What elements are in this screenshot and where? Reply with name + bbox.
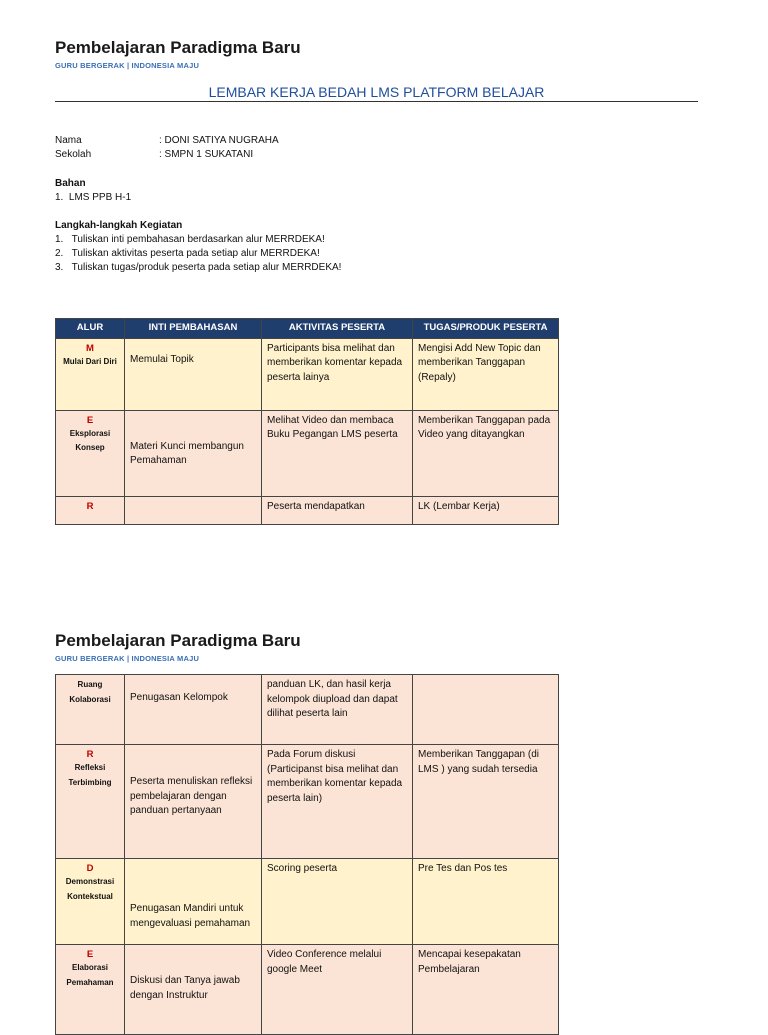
- inti-cell: [125, 496, 262, 524]
- langkah-item-3: 3. Tuliskan tugas/produk peserta pada setiap alur MERRDEKA!: [55, 262, 342, 273]
- aktivitas-cell: Pada Forum diskusi (Participanst bisa melihat dan memberikan komentar kepada peserta lain): [262, 745, 413, 859]
- inti-text: Materi Kunci membangun Pemahaman: [130, 440, 244, 466]
- alur-cell: [56, 675, 125, 745]
- aktivitas-cell: Video Conference melalui google Meet: [262, 945, 413, 1035]
- tugas-cell: Memberikan Tanggapan pada Video yang ditayangkan: [413, 410, 559, 496]
- inti-cell: [125, 410, 262, 496]
- table-row: [56, 675, 559, 745]
- page-title: Pembelajaran Paradigma Baru: [55, 38, 301, 57]
- tugas-cell: Mencapai kesepakatan Pembelajaran: [413, 945, 559, 1035]
- title-divider: [55, 101, 698, 102]
- inti-text: Penugasan Mandiri untuk mengevaluasi pemahaman: [130, 903, 251, 929]
- tugas-cell: Mengisi Add New Topic dan memberikan Tanggapan (Repaly): [413, 338, 559, 410]
- tugas-cell: Memberikan Tanggapan (di LMS ) yang sudah tersedia: [413, 745, 559, 859]
- aktivitas-cell: Peserta mendapatkan: [262, 496, 413, 524]
- table-row: [56, 338, 559, 410]
- alur-cell: [56, 745, 125, 859]
- page-subtitle: GURU BERGERAK | INDONESIA MAJU: [55, 61, 200, 70]
- label-nama: Nama: [55, 135, 82, 146]
- header-aktivitas: AKTIVITAS PESERTA: [262, 319, 413, 339]
- langkah-item-1: 1. Tuliskan inti pembahasan berdasarkan alur MERRDEKA!: [55, 234, 325, 245]
- alur-letter: E: [86, 949, 94, 960]
- alur-label: Eksplorasi Konsep: [69, 428, 111, 452]
- alur-label: Refleksi Terbimbing: [68, 763, 112, 787]
- inti-cell: [125, 675, 262, 745]
- table-row: [56, 410, 559, 496]
- merrdeka-table-page1: [55, 318, 559, 525]
- header-inti: INTI PEMBAHASAN: [125, 319, 262, 339]
- bahan-item: 1. LMS PPB H-1: [55, 192, 132, 203]
- alur-letter: D: [86, 863, 94, 874]
- alur-label: Ruang Kolaborasi: [69, 680, 111, 704]
- header-alur: ALUR: [56, 319, 125, 339]
- alur-label: Demonstrasi Kontekstual: [65, 877, 115, 901]
- document-title: LEMBAR KERJA BEDAH LMS PLATFORM BELAJAR: [208, 84, 545, 100]
- alur-letter: M: [86, 342, 94, 354]
- page2-title: Pembelajaran Paradigma Baru: [55, 631, 301, 650]
- langkah-heading: Langkah-langkah Kegiatan: [55, 220, 183, 231]
- tugas-cell: Pre Tes dan Pos tes: [413, 859, 559, 945]
- aktivitas-cell: panduan LK, dan hasil kerja kelompok diupload dan dapat dilihat peserta lain: [262, 675, 413, 745]
- inti-cell: [125, 859, 262, 945]
- table-row: [56, 745, 559, 859]
- alur-label: Mulai Dari Diri: [63, 356, 117, 366]
- bahan-heading: Bahan: [55, 178, 86, 189]
- label-sekolah: Sekolah: [55, 149, 92, 160]
- inti-text: Peserta menuliskan refleksi pembelajaran dengan panduan pertanyaan: [130, 776, 253, 816]
- value-nama: : DONI SATIYA NUGRAHA: [159, 135, 279, 146]
- alur-cell: [56, 859, 125, 945]
- alur-letter: E: [86, 414, 94, 426]
- table-row: [56, 859, 559, 945]
- inti-cell: [125, 745, 262, 859]
- alur-cell: [56, 496, 125, 524]
- aktivitas-cell: Participants bisa melihat dan memberikan komentar kepada peserta lainya: [262, 338, 413, 410]
- tugas-cell: LK (Lembar Kerja): [413, 496, 559, 524]
- inti-cell: [125, 338, 262, 410]
- alur-cell: [56, 945, 125, 1035]
- alur-letter: R: [86, 749, 94, 760]
- inti-cell: [125, 945, 262, 1035]
- inti-text: Memulai Topik: [130, 353, 194, 365]
- aktivitas-cell: Melihat Video dan membaca Buku Pegangan LMS peserta: [262, 410, 413, 496]
- alur-letter: R: [86, 500, 94, 512]
- header-tugas: TUGAS/PRODUK PESERTA: [413, 319, 559, 339]
- value-sekolah: : SMPN 1 SUKATANI: [159, 149, 254, 160]
- langkah-item-2: 2. Tuliskan aktivitas peserta pada setiap alur MERRDEKA!: [55, 248, 320, 259]
- table-row: [56, 945, 559, 1035]
- table-row: [56, 496, 559, 524]
- merrdeka-table-page2: [55, 674, 559, 1035]
- alur-cell: [56, 338, 125, 410]
- alur-label: Elaborasi Pemahaman: [66, 963, 114, 987]
- page2-subtitle: GURU BERGERAK | INDONESIA MAJU: [55, 654, 200, 663]
- inti-text: Penugasan Kelompok: [130, 692, 228, 703]
- tugas-cell: [413, 675, 559, 745]
- aktivitas-cell: Scoring peserta: [262, 859, 413, 945]
- alur-cell: [56, 410, 125, 496]
- inti-text: Diskusi dan Tanya jawab dengan Instruktur: [130, 975, 240, 1001]
